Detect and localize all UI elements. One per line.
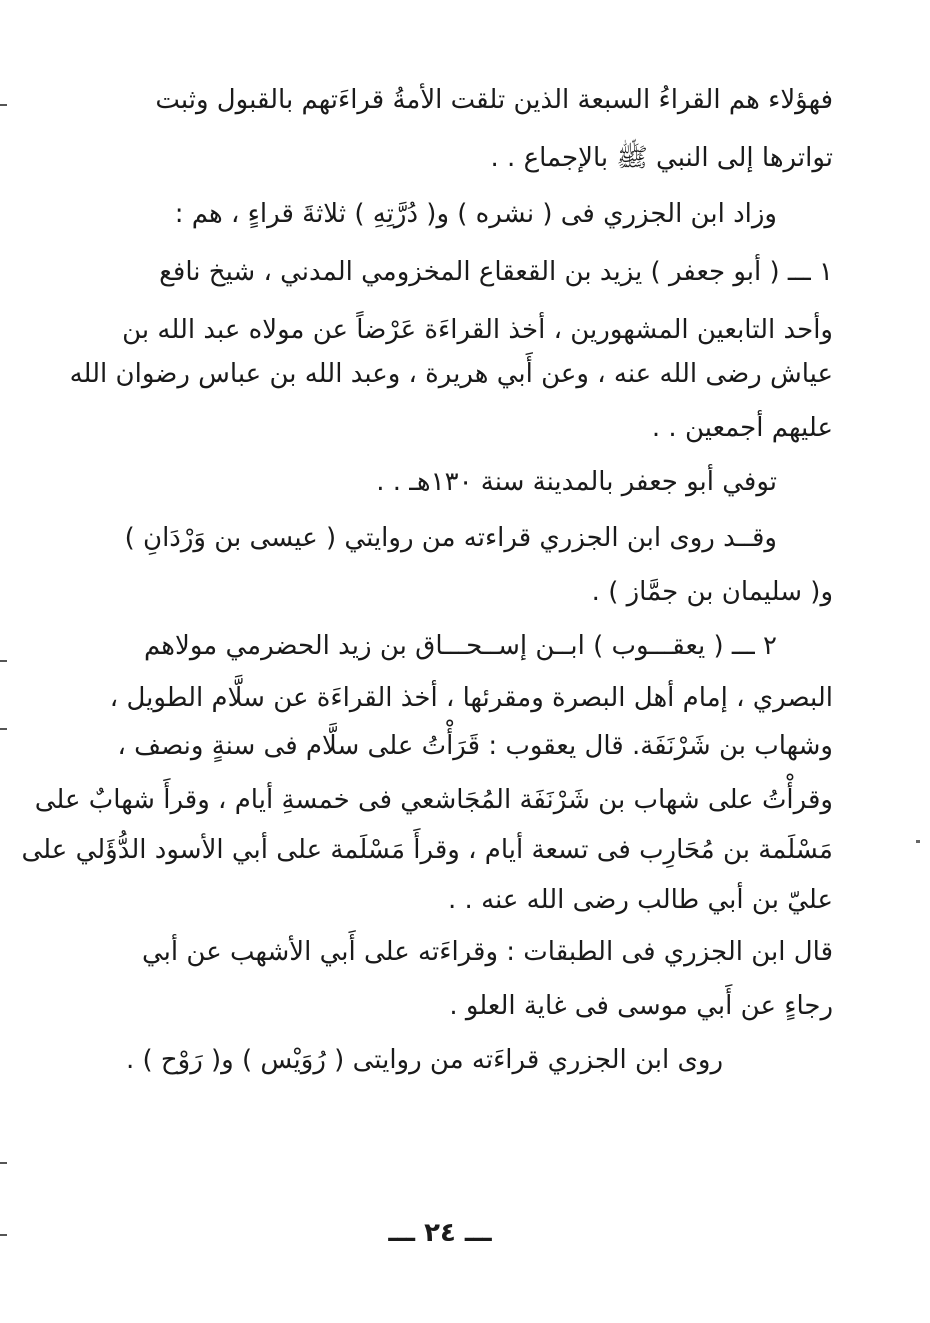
scan-mark [0,1162,7,1164]
text-line-15: مَسْلَمة بن مُحَارِب فى تسعة أيام ، وقرأَ مَسْلَمة على أبي الأسود الدُّؤَلي على [21,835,833,865]
text-line-13: وشهاب بن شَرْنَفَة. قال يعقوب : قَرَأْتُ على سلَّام فى سنةٍ ونصف ، [117,731,833,761]
text-line-4: ١ ـــ ( أبو جعفر ) يزيد بن القعقاع المخزومي المدني ، شيخ نافع [159,257,833,287]
scan-mark [0,1234,7,1236]
text-line-3: وزاد ابن الجزري فى ( نشره ) و( دُرَّتِهِ ) ثلاثةَ قراءٍ ، هم : [174,199,777,229]
text-line-7: عليهم أجمعين . . [651,413,833,443]
scan-mark [0,660,7,662]
text-line-14: وقرأْتُ على شهاب بن شَرْنَفَة المُجَاشعي فى خمسةِ أيام ، وقرأَ شهابٌ على [34,785,833,815]
text-line-2: تواترها إلى النبي ﷺ بالإجماع . . [490,143,833,173]
text-line-19: روى ابن الجزري قراءَته من روايتى ( رُوَيْس ) و( رَوْح ) . [125,1045,723,1075]
text-line-18: رجاءٍ عن أَبي موسى فى غاية العلو . [449,991,833,1021]
text-line-6: عياش رضى الله عنه ، وعن أَبي هريرة ، وعبد الله بن عباس رضوان الله [69,359,833,389]
text-line-10: و( سليمان بن جمَّاز ) . [591,577,833,607]
text-line-5: وأحد التابعين المشهورين ، أخذ القراءَة عَرْضاً عن مولاه عبد الله بن [122,315,833,345]
text-line-1: فهؤلاء هم القراءُ السبعة الذين تلقت الأمةُ قراءَتهم بالقبول وثبت [155,85,833,115]
scan-mark [0,104,7,106]
text-line-9: وقــد روى ابن الجزري قراءته من روايتي ( عيسى بن وَرْدَانِ ) [124,523,777,553]
page-number: ـــ ٢٤ ـــ [388,1218,492,1248]
text-line-16: عليّ بن أبي طالب رضى الله عنه . . [448,885,833,915]
text-line-11: ٢ ـــ ( يعقـــوب ) ابــن إســحـــاق بن زيد الحضرمي مولاهم [144,631,777,661]
text-line-12: البصري ، إمام أهل البصرة ومقرئها ، أخذ القراءَة عن سلَّام الطويل ، [109,683,833,713]
scan-mark [916,840,920,843]
text-line-17: قال ابن الجزري فى الطبقات : وقراءَته على أَبي الأشهب عن أبي [142,937,833,967]
text-line-8: توفي أبو جعفر بالمدينة سنة ١٣٠هـ . . [376,467,777,497]
scan-mark [0,728,7,730]
